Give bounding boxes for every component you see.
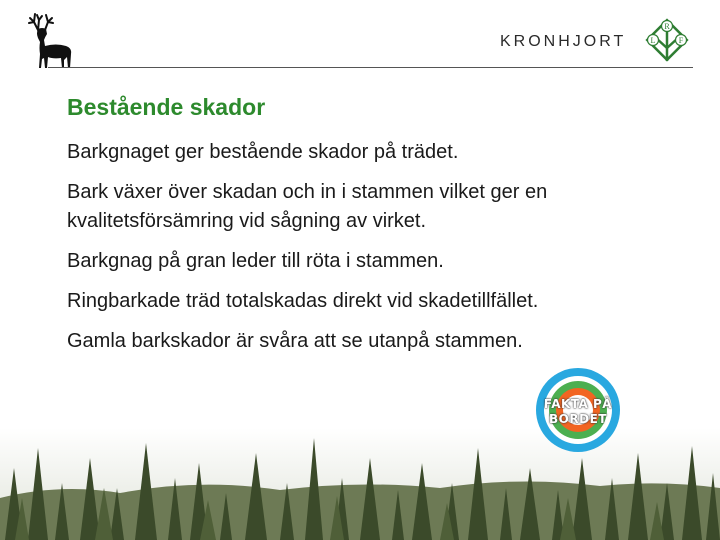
lrf-letter-l: L <box>650 36 656 45</box>
bullet-item: Ringbarkade träd totalskadas direkt vid skadetillfället. <box>67 290 539 312</box>
slide-title: Bestående skador <box>67 94 266 120</box>
brand-name: KRONHJORT <box>500 33 627 50</box>
badge-label-line2: BORDET <box>549 412 607 426</box>
lrf-logo-icon <box>644 17 690 63</box>
badge-label-line1: FAKTA PÅ <box>543 397 613 411</box>
deer-logo-icon <box>26 10 78 70</box>
bullet-item: Barkgnag på gran leder till röta i stammen. <box>67 250 444 272</box>
bullet-item: Bark växer över skadan och in i stammen vilket ger en kvalitetsförsämring vid sågning av virket. <box>67 181 548 232</box>
lrf-letter-r: R <box>664 22 670 31</box>
bullet-list <box>67 138 667 367</box>
bullet-item: Barkgnaget ger bestående skador på trädet. <box>67 141 459 163</box>
header-divider <box>48 67 693 68</box>
bullet-item: Gamla barkskador är svåra att se utanpå stammen. <box>67 330 523 352</box>
lrf-letter-f: F <box>678 36 684 45</box>
